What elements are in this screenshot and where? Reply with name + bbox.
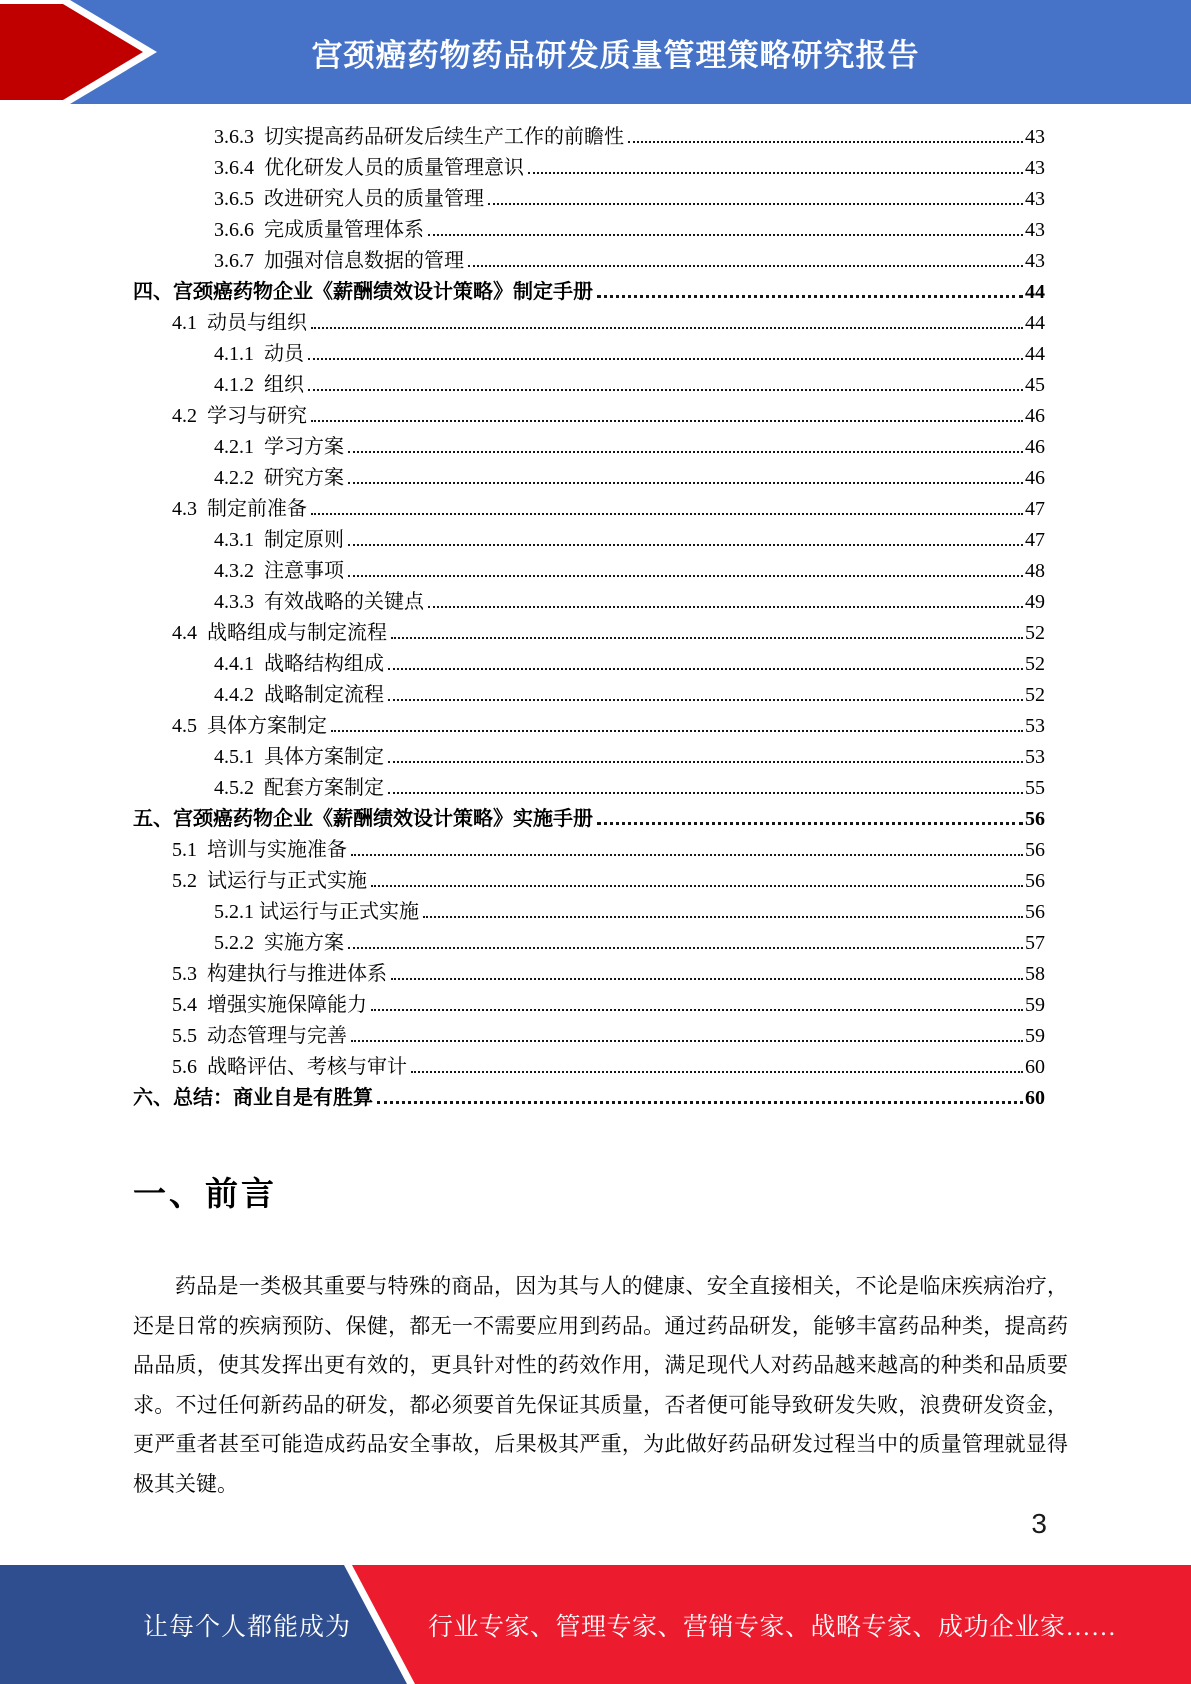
toc <box>0 104 1191 1114</box>
toc-entry[interactable] <box>133 153 1045 184</box>
toc-entry[interactable] <box>133 959 1045 990</box>
toc-entry-label: 4.2 学习与研究 <box>172 405 307 427</box>
toc-entry-page-number: 60 <box>1025 1087 1045 1109</box>
toc-entry-page-number: 58 <box>1025 963 1045 985</box>
toc-entry[interactable] <box>133 866 1045 897</box>
toc-leader-dots <box>351 1040 1023 1042</box>
toc-entry[interactable] <box>133 990 1045 1021</box>
toc-entry[interactable] <box>133 308 1045 339</box>
toc-leader-dots <box>371 885 1023 887</box>
toc-entry[interactable] <box>133 742 1045 773</box>
toc-leader-dots <box>311 327 1023 329</box>
toc-entry[interactable] <box>133 773 1045 804</box>
toc-leader-dots <box>597 295 1023 298</box>
toc-entry-page-number: 44 <box>1025 281 1045 303</box>
report-title: 宫颈癌药物药品研发质量管理策略研究报告 <box>311 37 920 73</box>
toc-entry-page-number: 44 <box>1025 312 1045 334</box>
toc-entry-label: 4.5 具体方案制定 <box>172 715 327 737</box>
toc-leader-dots <box>348 544 1023 546</box>
toc-entry[interactable] <box>133 122 1045 153</box>
toc-entry-label: 六、总结：商业自是有胜算 <box>133 1087 373 1109</box>
toc-entry-label: 4.2.1 学习方案 <box>214 436 344 458</box>
footer-slogan-right: 行业专家、管理专家、营销专家、战略专家、成功企业家…… <box>428 1613 1117 1641</box>
toc-entry-page-number: 56 <box>1025 901 1045 923</box>
toc-entry-label: 四、宫颈癌药物企业《薪酬绩效设计策略》制定手册 <box>133 281 593 303</box>
toc-entry-page-number: 46 <box>1025 405 1045 427</box>
toc-leader-dots <box>388 668 1023 670</box>
toc-entry[interactable] <box>133 556 1045 587</box>
toc-leader-dots <box>311 513 1023 515</box>
toc-leader-dots <box>371 1009 1023 1011</box>
header-banner <box>0 0 1191 104</box>
toc-entry-label: 5.6 战略评估、考核与审计 <box>172 1056 407 1078</box>
toc-entry-label: 3.6.5 改进研究人员的质量管理 <box>214 188 484 210</box>
toc-leader-dots <box>348 575 1023 577</box>
toc-entry-page-number: 52 <box>1025 653 1045 675</box>
toc-entry[interactable] <box>133 680 1045 711</box>
toc-leader-dots <box>628 141 1023 143</box>
toc-entry-label: 4.4.2 战略制定流程 <box>214 684 384 706</box>
toc-entry[interactable] <box>133 339 1045 370</box>
toc-entry-page-number: 47 <box>1025 498 1045 520</box>
toc-leader-dots <box>377 1101 1023 1104</box>
toc-entry-page-number: 59 <box>1025 1025 1045 1047</box>
toc-entry-page-number: 48 <box>1025 560 1045 582</box>
toc-leader-dots <box>388 699 1023 701</box>
toc-entry[interactable] <box>133 215 1045 246</box>
toc-leader-dots <box>391 978 1023 980</box>
toc-entry-page-number: 47 <box>1025 529 1045 551</box>
toc-entry-page-number: 49 <box>1025 591 1045 613</box>
toc-entry-page-number: 46 <box>1025 436 1045 458</box>
toc-entry[interactable] <box>133 494 1045 525</box>
page-number: 3 <box>1031 1508 1047 1539</box>
toc-entry-page-number: 43 <box>1025 188 1045 210</box>
toc-entry-page-number: 53 <box>1025 715 1045 737</box>
toc-entry-label: 5.5 动态管理与完善 <box>172 1025 347 1047</box>
toc-leader-dots <box>488 203 1023 205</box>
toc-entry[interactable] <box>133 897 1045 928</box>
toc-entry[interactable] <box>133 804 1045 835</box>
red-arrow-icon <box>0 0 160 104</box>
toc-entry[interactable] <box>133 1083 1045 1114</box>
intro-paragraph: 药品是一类极其重要与特殊的商品，因为其与人的健康、安全直接相关，不论是临床疾病治疗，还是日常的疾病预防、保健，都无一不需要应用到药品。通过药品研发，能够丰富药品种类，提高药品品质，使其发挥出更有效的，更具针对性的药效作用，满足现代人对药品越来越高的种类和品质要求。不过任何新药品的研发，都必须要首先保证其质量，否者便可能导致研发失败，浪费研发资金，更严重者甚至可能造成药品安全事故，后果极其严重，为此做好药品研发过程当中的质量管理就显得极其关键。 <box>133 1274 1068 1496</box>
toc-entry[interactable] <box>133 277 1045 308</box>
toc-entry[interactable] <box>133 246 1045 277</box>
toc-entry-label: 4.5.2 配套方案制定 <box>214 777 384 799</box>
toc-leader-dots <box>308 389 1023 391</box>
toc-entry-label: 4.4 战略组成与制定流程 <box>172 622 387 644</box>
toc-entry-label: 4.1.2 组织 <box>214 374 304 396</box>
toc-entry-page-number: 52 <box>1025 684 1045 706</box>
toc-entry-label: 5.2.2 实施方案 <box>214 932 344 954</box>
toc-leader-dots <box>348 451 1023 453</box>
toc-entry-label: 4.5.1 具体方案制定 <box>214 746 384 768</box>
toc-entry-page-number: 52 <box>1025 622 1045 644</box>
toc-entry-page-number: 55 <box>1025 777 1045 799</box>
toc-entry-page-number: 59 <box>1025 994 1045 1016</box>
toc-entry-page-number: 46 <box>1025 467 1045 489</box>
toc-entry-page-number: 56 <box>1025 870 1045 892</box>
toc-leader-dots <box>351 854 1023 856</box>
toc-entry[interactable] <box>133 649 1045 680</box>
toc-entry-label: 4.1.1 动员 <box>214 343 304 365</box>
toc-entry[interactable] <box>133 370 1045 401</box>
toc-entry-page-number: 43 <box>1025 126 1045 148</box>
toc-entry[interactable] <box>133 711 1045 742</box>
toc-entry-label: 4.3 制定前准备 <box>172 498 307 520</box>
toc-entry-page-number: 53 <box>1025 746 1045 768</box>
toc-entry-page-number: 43 <box>1025 157 1045 179</box>
toc-entry-page-number: 56 <box>1025 808 1045 830</box>
toc-entry-page-number: 44 <box>1025 343 1045 365</box>
toc-leader-dots <box>348 482 1023 484</box>
toc-entry-label: 3.6.7 加强对信息数据的管理 <box>214 250 464 272</box>
toc-entry[interactable] <box>133 401 1045 432</box>
toc-entry-page-number: 43 <box>1025 219 1045 241</box>
toc-leader-dots <box>528 172 1023 174</box>
toc-entry-label: 五、宫颈癌药物企业《薪酬绩效设计策略》实施手册 <box>133 808 593 830</box>
toc-entry-label: 4.2.2 研究方案 <box>214 467 344 489</box>
toc-leader-dots <box>411 1071 1023 1073</box>
toc-entry-label: 3.6.3 切实提高药品研发后续生产工作的前瞻性 <box>214 126 624 148</box>
toc-leader-dots <box>597 822 1023 825</box>
toc-entry[interactable] <box>133 587 1045 618</box>
toc-entry[interactable] <box>133 618 1045 649</box>
toc-leader-dots <box>388 792 1023 794</box>
toc-entry[interactable] <box>133 463 1045 494</box>
toc-leader-dots <box>308 358 1023 360</box>
toc-leader-dots <box>391 637 1023 639</box>
toc-entry-label: 4.3.3 有效战略的关键点 <box>214 591 424 613</box>
toc-entry-page-number: 60 <box>1025 1056 1045 1078</box>
toc-leader-dots <box>428 234 1023 236</box>
toc-entry-page-number: 57 <box>1025 932 1045 954</box>
toc-leader-dots <box>468 265 1023 267</box>
toc-entry[interactable] <box>133 184 1045 215</box>
toc-entry[interactable] <box>133 432 1045 463</box>
toc-entry-label: 5.2 试运行与正式实施 <box>172 870 367 892</box>
toc-entry-label: 5.2.1 试运行与正式实施 <box>214 901 419 923</box>
toc-entry-label: 5.1 培训与实施准备 <box>172 839 347 861</box>
toc-entry-label: 4.4.1 战略结构组成 <box>214 653 384 675</box>
toc-entry[interactable] <box>133 1021 1045 1052</box>
toc-leader-dots <box>423 916 1023 918</box>
toc-entry[interactable] <box>133 1052 1045 1083</box>
toc-entry-label: 5.4 增强实施保障能力 <box>172 994 367 1016</box>
toc-entry-page-number: 45 <box>1025 374 1045 396</box>
toc-entry-label: 3.6.4 优化研发人员的质量管理意识 <box>214 157 524 179</box>
toc-entry-label: 4.3.1 制定原则 <box>214 529 344 551</box>
toc-leader-dots <box>331 730 1023 732</box>
toc-entry-label: 4.1 动员与组织 <box>172 312 307 334</box>
toc-entry-label: 4.3.2 注意事项 <box>214 560 344 582</box>
toc-entry[interactable] <box>133 835 1045 866</box>
toc-leader-dots <box>348 947 1023 949</box>
toc-entry-page-number: 56 <box>1025 839 1045 861</box>
toc-entry-label: 3.6.6 完成质量管理体系 <box>214 219 424 241</box>
toc-entry[interactable] <box>133 928 1045 959</box>
toc-leader-dots <box>388 761 1023 763</box>
section-heading: 一、前言 <box>133 1175 277 1212</box>
toc-entry-page-number: 43 <box>1025 250 1045 272</box>
toc-entry[interactable] <box>133 525 1045 556</box>
footer-banner <box>0 1565 1191 1684</box>
footer-slogan-left: 让每个人都能成为 <box>143 1613 352 1641</box>
toc-leader-dots <box>311 420 1023 422</box>
toc-entry-label: 5.3 构建执行与推进体系 <box>172 963 387 985</box>
toc-leader-dots <box>428 606 1023 608</box>
